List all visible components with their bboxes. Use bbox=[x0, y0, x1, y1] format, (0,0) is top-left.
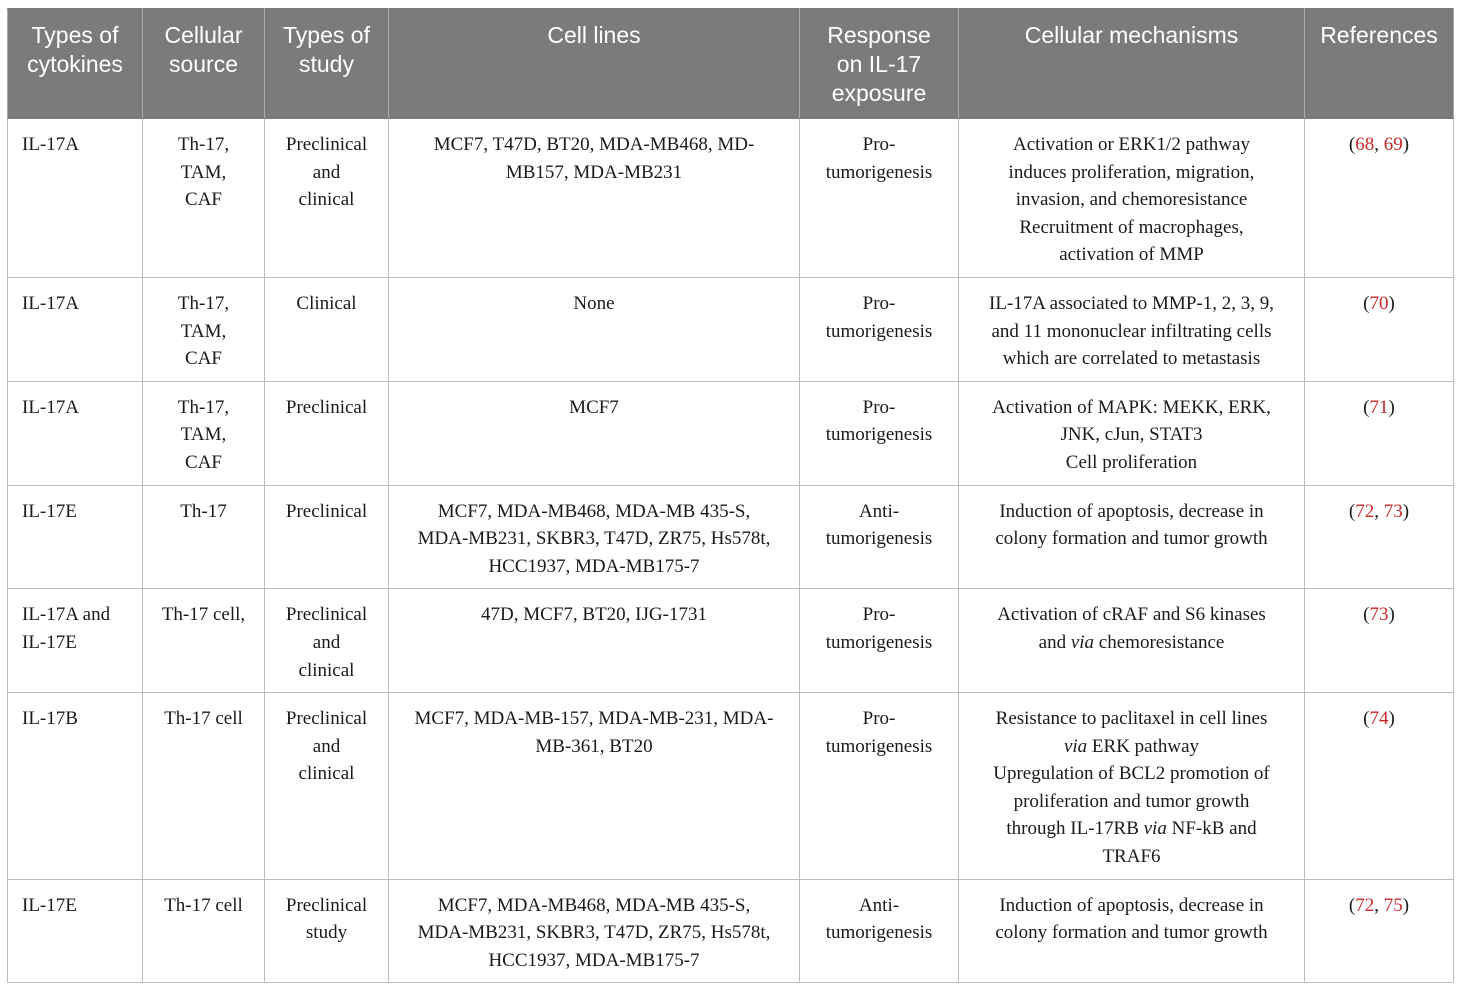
mechanism-line: Cell proliferation bbox=[1065, 451, 1198, 473]
source-line: CAF bbox=[185, 451, 222, 473]
cell-mechanism bbox=[959, 277, 1305, 381]
reference-link[interactable]: 70 bbox=[1369, 292, 1389, 314]
cytokine-line: IL-17B bbox=[22, 708, 78, 730]
mechanism-line: JNK, cJun, STAT3 bbox=[1060, 424, 1203, 446]
mechanism-line: activation of MMP bbox=[1059, 244, 1204, 266]
cell-source bbox=[143, 277, 265, 381]
cell-lines-line: MCF7, MDA-MB-157, MDA-MB-231, MDA- bbox=[414, 708, 774, 730]
cell-response bbox=[800, 693, 959, 880]
cell-cytokine bbox=[8, 119, 143, 278]
cell-study bbox=[265, 693, 389, 880]
cell-cell-lines bbox=[389, 381, 800, 485]
mechanism-line: Activation of cRAF and S6 kinases bbox=[997, 604, 1266, 626]
cell-source bbox=[143, 589, 265, 693]
cytokine-line: IL-17A bbox=[22, 396, 79, 418]
table-header bbox=[8, 9, 1454, 119]
cell-cytokine bbox=[8, 589, 143, 693]
mechanism-line: Recruitment of macrophages, bbox=[1019, 216, 1244, 238]
cytokine-line: IL-17A and bbox=[22, 604, 111, 626]
header-label-line: Types of bbox=[283, 22, 370, 48]
cell-lines-line: MCF7 bbox=[569, 396, 619, 418]
mechanism-line: Induction of apoptosis, decrease in bbox=[999, 500, 1264, 522]
table-row bbox=[8, 879, 1454, 983]
response-line: tumorigenesis bbox=[825, 631, 933, 653]
source-line: TAM, bbox=[180, 161, 227, 183]
response-line: Pro- bbox=[862, 604, 896, 626]
study-line: Preclinical bbox=[285, 708, 368, 730]
response-line: Anti- bbox=[858, 500, 900, 522]
header-response bbox=[800, 9, 959, 119]
header-cell-lines bbox=[389, 9, 800, 119]
cell-cytokine bbox=[8, 277, 143, 381]
cell-cell-lines bbox=[389, 119, 800, 278]
source-line: CAF bbox=[185, 189, 222, 211]
cell-response bbox=[800, 277, 959, 381]
table-row bbox=[8, 277, 1454, 381]
cell-cytokine bbox=[8, 381, 143, 485]
response-line: tumorigenesis bbox=[825, 320, 933, 342]
cell-study bbox=[265, 879, 389, 983]
italic-term: via bbox=[1143, 818, 1167, 840]
header-cellular-source bbox=[143, 9, 265, 119]
cell-cell-lines bbox=[389, 879, 800, 983]
cytokine-line: IL-17A bbox=[22, 134, 79, 155]
mechanism-line: Resistance to paclitaxel in cell lines bbox=[995, 708, 1268, 730]
cell-lines-line: MCF7, T47D, BT20, MDA-MB468, MD- bbox=[433, 134, 755, 155]
cell-response bbox=[800, 879, 959, 983]
reference-link[interactable]: 71 bbox=[1369, 396, 1389, 418]
mechanism-line: Induction of apoptosis, decrease in bbox=[999, 894, 1264, 916]
table-row bbox=[8, 589, 1454, 693]
cell-cell-lines bbox=[389, 277, 800, 381]
cell-references: (72, 73) bbox=[1305, 485, 1454, 589]
cell-lines-line: MCF7, MDA-MB468, MDA-MB 435-S, bbox=[437, 894, 751, 916]
response-line: Pro- bbox=[862, 292, 896, 314]
header-label-line: study bbox=[299, 51, 354, 77]
header-types-of-study bbox=[265, 9, 389, 119]
mechanism-line: Activation of MAPK: MEKK, ERK, bbox=[992, 396, 1271, 418]
header-label-line: on IL-17 bbox=[836, 51, 922, 77]
table-body bbox=[8, 119, 1454, 983]
cell-response bbox=[800, 381, 959, 485]
cell-lines-line: MB-361, BT20 bbox=[535, 735, 653, 757]
mechanism-line: via ERK pathway bbox=[1063, 735, 1200, 757]
study-line: clinical bbox=[298, 763, 355, 785]
study-line: clinical bbox=[298, 189, 355, 211]
response-line: tumorigenesis bbox=[825, 528, 933, 550]
study-line: and bbox=[312, 631, 341, 653]
cell-cytokine bbox=[8, 879, 143, 983]
mechanism-line: and 11 mononuclear infiltrating cells bbox=[991, 320, 1272, 342]
source-line: TAM, bbox=[180, 424, 227, 446]
cell-response bbox=[800, 485, 959, 589]
header-label-line: exposure bbox=[831, 80, 927, 106]
cell-study bbox=[265, 119, 389, 278]
source-line: Th-17 cell bbox=[164, 708, 243, 730]
cell-cytokine bbox=[8, 693, 143, 880]
study-line: study bbox=[305, 922, 348, 944]
source-line: Th-17 cell bbox=[164, 894, 243, 916]
italic-term: via bbox=[1063, 735, 1088, 757]
cell-lines-line: None bbox=[573, 292, 615, 314]
cell-cytokine bbox=[8, 485, 143, 589]
header-references bbox=[1305, 9, 1454, 119]
study-line: Preclinical bbox=[285, 396, 368, 418]
study-line: Clinical bbox=[296, 292, 357, 314]
cell-study bbox=[265, 277, 389, 381]
cell-study bbox=[265, 485, 389, 589]
study-line: Preclinical bbox=[285, 604, 368, 626]
response-line: Pro- bbox=[862, 708, 896, 730]
mechanism-line: colony formation and tumor growth bbox=[995, 922, 1268, 944]
response-line: tumorigenesis bbox=[825, 424, 933, 446]
cell-cell-lines bbox=[389, 589, 800, 693]
table-row bbox=[8, 485, 1454, 589]
mechanism-line: colony formation and tumor growth bbox=[995, 528, 1268, 550]
italic-term: via bbox=[1070, 631, 1095, 653]
cell-mechanism bbox=[959, 879, 1305, 983]
cell-mechanism bbox=[959, 381, 1305, 485]
cell-lines-line: MB157, MDA-MB231 bbox=[505, 161, 683, 183]
mechanism-line: invasion, and chemoresistance bbox=[1015, 189, 1248, 211]
cell-source bbox=[143, 879, 265, 983]
cell-response bbox=[800, 119, 959, 278]
cell-references: (71) bbox=[1305, 381, 1454, 485]
source-line: Th-17, bbox=[177, 396, 230, 418]
cell-source bbox=[143, 119, 265, 278]
cell-cell-lines bbox=[389, 485, 800, 589]
study-line: and bbox=[312, 161, 341, 183]
header-label-line: Response bbox=[827, 22, 931, 48]
cell-source bbox=[143, 381, 265, 485]
reference-link[interactable]: 73 bbox=[1383, 500, 1403, 522]
source-line: Th-17 bbox=[180, 500, 227, 522]
cell-source bbox=[143, 485, 265, 589]
source-line: Th-17, bbox=[177, 134, 230, 155]
cell-lines-line: MDA-MB231, SKBR3, T47D, ZR75, Hs578t, bbox=[417, 922, 771, 944]
study-line: Preclinical bbox=[285, 500, 368, 522]
header-row bbox=[8, 9, 1454, 119]
reference-link[interactable]: 73 bbox=[1369, 604, 1389, 626]
header-label-line: Types of bbox=[31, 22, 119, 48]
study-line: Preclinical bbox=[285, 894, 368, 916]
source-line: CAF bbox=[185, 348, 222, 370]
source-line: TAM, bbox=[180, 320, 227, 342]
cell-study bbox=[265, 381, 389, 485]
cell-references: (72, 75) bbox=[1305, 879, 1454, 983]
table-row bbox=[8, 693, 1454, 880]
header-label-line: source bbox=[168, 51, 239, 77]
cytokine-table bbox=[7, 8, 1454, 983]
cytokine-line: IL-17E bbox=[22, 631, 77, 653]
mechanism-line: proliferation and tumor growth bbox=[1013, 790, 1250, 812]
cell-lines-line: HCC1937, MDA-MB175-7 bbox=[488, 949, 700, 971]
cell-lines-line: MDA-MB231, SKBR3, T47D, ZR75, Hs578t, bbox=[417, 528, 771, 550]
cell-references: (68, 69) bbox=[1305, 119, 1454, 278]
response-line: Pro- bbox=[862, 396, 896, 418]
cell-cell-lines bbox=[389, 693, 800, 880]
mechanism-line: TRAF6 bbox=[1102, 846, 1161, 868]
cell-references: (74) bbox=[1305, 693, 1454, 880]
cell-lines-line: HCC1937, MDA-MB175-7 bbox=[488, 555, 700, 577]
cell-mechanism bbox=[959, 119, 1305, 278]
header-label-line: Cellular mechanisms bbox=[1024, 22, 1239, 48]
response-line: tumorigenesis bbox=[825, 161, 933, 183]
cell-lines-line: 47D, MCF7, BT20, IJG-1731 bbox=[481, 604, 707, 626]
reference-link[interactable]: 68 bbox=[1355, 134, 1375, 155]
cell-mechanism bbox=[959, 485, 1305, 589]
reference-link[interactable]: 72 bbox=[1355, 500, 1375, 522]
cell-mechanism bbox=[959, 589, 1305, 693]
response-line: Pro- bbox=[862, 134, 896, 155]
cell-source bbox=[143, 693, 265, 880]
mechanism-line: IL-17A associated to MMP-1, 2, 3, 9, bbox=[989, 292, 1274, 314]
response-line: tumorigenesis bbox=[825, 735, 933, 757]
mechanism-line: and via chemoresistance bbox=[1038, 631, 1225, 653]
header-label-line: Cellular bbox=[164, 22, 243, 48]
study-line: Preclinical bbox=[285, 134, 368, 155]
cell-mechanism bbox=[959, 693, 1305, 880]
cell-lines-line: MCF7, MDA-MB468, MDA-MB 435-S, bbox=[437, 500, 751, 522]
cell-references: (73) bbox=[1305, 589, 1454, 693]
header-cellular-mechanisms bbox=[959, 9, 1305, 119]
header-label-line: References bbox=[1320, 22, 1438, 48]
cytokine-line: IL-17E bbox=[22, 500, 77, 522]
cytokine-line: IL-17E bbox=[22, 894, 77, 916]
header-types-of-cytokines bbox=[8, 9, 143, 119]
mechanism-line: induces proliferation, migration, bbox=[1008, 161, 1255, 183]
cell-references: (70) bbox=[1305, 277, 1454, 381]
header-label-line: cytokines bbox=[27, 51, 123, 77]
header-label-line: Cell lines bbox=[547, 22, 641, 48]
table-row bbox=[8, 119, 1454, 278]
source-line: Th-17, bbox=[177, 292, 230, 314]
source-line: Th-17 cell, bbox=[161, 604, 246, 626]
response-line: tumorigenesis bbox=[825, 922, 933, 944]
reference-link[interactable]: 69 bbox=[1383, 134, 1403, 155]
response-line: Anti- bbox=[858, 894, 900, 916]
mechanism-line: through IL-17RB via NF-kB and bbox=[1006, 818, 1257, 840]
mechanism-line: Activation or ERK1/2 pathway bbox=[1013, 134, 1250, 155]
study-line: and bbox=[312, 735, 341, 757]
reference-link[interactable]: 75 bbox=[1383, 894, 1403, 916]
mechanism-line: Upregulation of BCL2 promotion of bbox=[993, 763, 1270, 785]
reference-link[interactable]: 74 bbox=[1369, 708, 1389, 730]
cytokine-line: IL-17A bbox=[22, 292, 79, 314]
study-line: clinical bbox=[298, 659, 355, 681]
cell-study bbox=[265, 589, 389, 693]
table-row bbox=[8, 381, 1454, 485]
reference-link[interactable]: 72 bbox=[1355, 894, 1375, 916]
mechanism-line: which are correlated to metastasis bbox=[1002, 348, 1261, 370]
cell-response bbox=[800, 589, 959, 693]
